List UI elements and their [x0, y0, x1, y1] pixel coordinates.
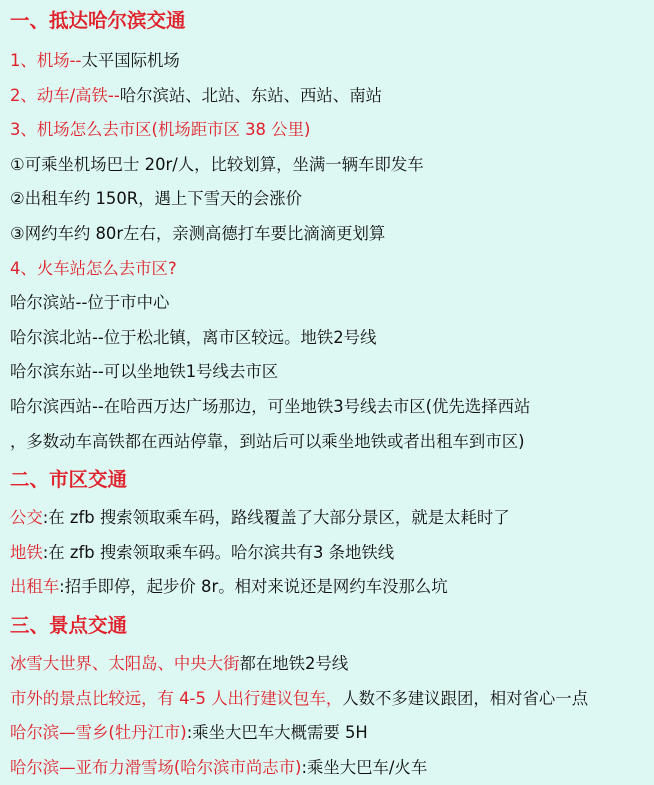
- station-harbin-west-line2: ，多数动车高铁都在西站停靠，到站后可以乘坐地铁或者出租车到市区): [10, 431, 525, 451]
- attractions-line-3-red: 哈尔滨—雪乡(牡丹江市): [10, 723, 187, 743]
- city-taxi-text: :招手即停，起步价 8r。相对来说还是网约车没那么坑: [59, 577, 448, 597]
- city-metro: [10, 536, 644, 571]
- item-station-to-city-heading: 4、火车站怎么去市区?: [10, 258, 177, 278]
- attractions-line-1-dark: 都在地铁2号线: [239, 653, 349, 673]
- option-ride-hailing: ③网约车约 80r左右，亲测高德打车要比滴滴更划算: [10, 223, 386, 243]
- attractions-line-1-red: 冰雪大世界、太阳岛、中央大街: [10, 653, 240, 673]
- section-title-arrival: 一、抵达哈尔滨交通: [10, 9, 186, 32]
- station-harbin-north: 哈尔滨北站--位于松北镇，离市区较远。地铁2号线: [10, 327, 377, 347]
- attractions-line-2-red: 市外的景点比较远，有 4-5 人出行建议包车，: [10, 688, 343, 708]
- attractions-line-4-red: 哈尔滨—亚布力滑雪场(哈尔滨市尚志市): [10, 757, 302, 777]
- city-bus: [10, 501, 644, 536]
- attractions-line-3-dark: :乘坐大巴车大概需要 5H: [186, 723, 368, 743]
- city-taxi-label: 出租车: [10, 577, 60, 597]
- attractions-line-4-dark: :乘坐大巴车/火车: [301, 757, 428, 777]
- city-bus-text: :在 zfb 搜索领取乘车码，路线覆盖了大部分景区，就是太耗时了: [42, 508, 510, 528]
- attractions-line-1: [10, 647, 644, 682]
- attractions-line-2-dark: 人数不多建议跟团，相对省心一点: [342, 688, 589, 708]
- city-metro-text: :在 zfb 搜索领取乘车码。哈尔滨共有3 条地铁线: [42, 542, 395, 562]
- item-train-value: 哈尔滨站、北站、东站、西站、南站: [119, 85, 382, 105]
- item-train-label: 2、动车/高铁--: [10, 85, 120, 105]
- attractions-line-4: [10, 751, 644, 785]
- item-airport-value: 太平国际机场: [81, 51, 180, 70]
- city-taxi: [10, 570, 644, 605]
- section-title-city: 二、市区交通: [10, 468, 128, 492]
- station-harbin-east: 哈尔滨东站--可以坐地铁1号线去市区: [10, 362, 279, 382]
- station-harbin-west-line1: 哈尔滨西站--在哈西万达广场那边，可坐地铁3号线去市区(优先选择西站: [10, 396, 531, 416]
- item-train: [10, 79, 644, 114]
- item-airport-to-city-heading: 3、机场怎么去市区(机场距市区 38 公里): [10, 120, 311, 140]
- item-airport: [10, 44, 644, 79]
- attractions-line-3: [10, 716, 644, 751]
- city-bus-label: 公交: [10, 508, 43, 528]
- city-metro-label: 地铁: [10, 542, 43, 562]
- option-airport-bus: ①可乘坐机场巴士 20r/人，比较划算，坐满一辆车即发车: [10, 154, 424, 174]
- option-taxi: ②出租车约 150R，遇上下雪天的会涨价: [10, 189, 303, 209]
- attractions-line-2: [10, 682, 644, 717]
- section-title-attractions: 三、景点交通: [10, 613, 128, 637]
- item-airport-label: 1、机场--: [10, 51, 82, 70]
- station-harbin: 哈尔滨站--位于市中心: [10, 293, 170, 313]
